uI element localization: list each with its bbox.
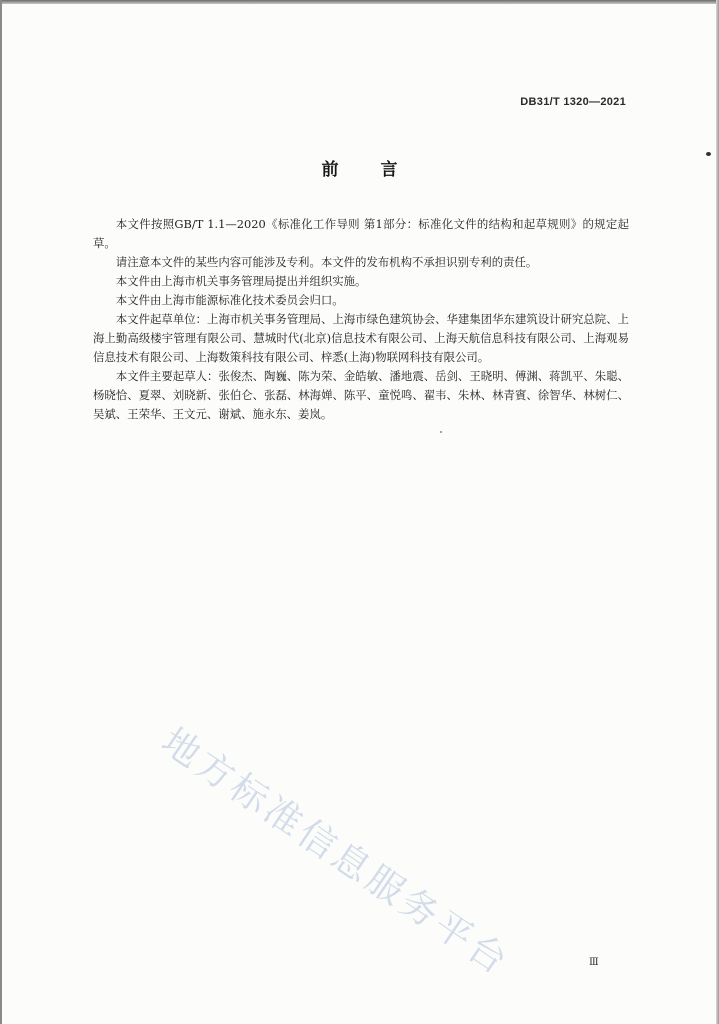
paragraph-drafting-rules: 本文件按照GB/T 1.1—2020《标准化工作导则 第1部分：标准化文件的结构和起草规则》的规定起草。 [93,217,629,250]
scan-speck [706,152,711,156]
paragraph-drafting-units: 本文件起草单位：上海市机关事务管理局、上海市绿色建筑协会、华建集团华东建筑设计研究总院、上海上勤高级楼宇管理有限公司、慧城时代(北京)信息技术有限公司、上海天航信息科技有限公司、上海观易信息技术有限公司、上海数策科技有限公司、梓悉(上海)物联网科技有限公司。 [93,312,629,364]
watermark: 地方标准信息服务平台 [153,719,518,985]
page-title: 前言 [321,160,440,180]
document-code: DB31/T 1320—2021 [520,96,626,108]
scan-border-top [0,0,719,4]
paragraph-patent-notice: 请注意本文件的某些内容可能涉及专利。本文件的发布机构不承担识别专利的责任。 [115,255,538,269]
scan-speck [440,431,442,433]
paragraph-centralized-by: 本文件由上海市能源标准化技术委员会归口。 [115,293,344,307]
page-number: Ⅲ [589,957,599,968]
scan-border-left [0,0,2,1024]
preface-body [93,215,629,424]
paragraph-proposed-by: 本文件由上海市机关事务管理局提出并组织实施。 [115,274,367,288]
paragraph-main-drafters: 本文件主要起草人：张俊杰、陶巍、陈为荣、金皓敏、潘地震、岳剑、王晓明、傅渊、蒋凯平、朱聪、杨晓恰、夏翠、刘晓新、张伯仑、张磊、林海婵、陈平、童悦鸣、翟韦、朱林、林青賓、徐智华、林树仁、吴斌、王荣华、王文元、谢斌、施永东、姜岚。 [93,369,629,421]
